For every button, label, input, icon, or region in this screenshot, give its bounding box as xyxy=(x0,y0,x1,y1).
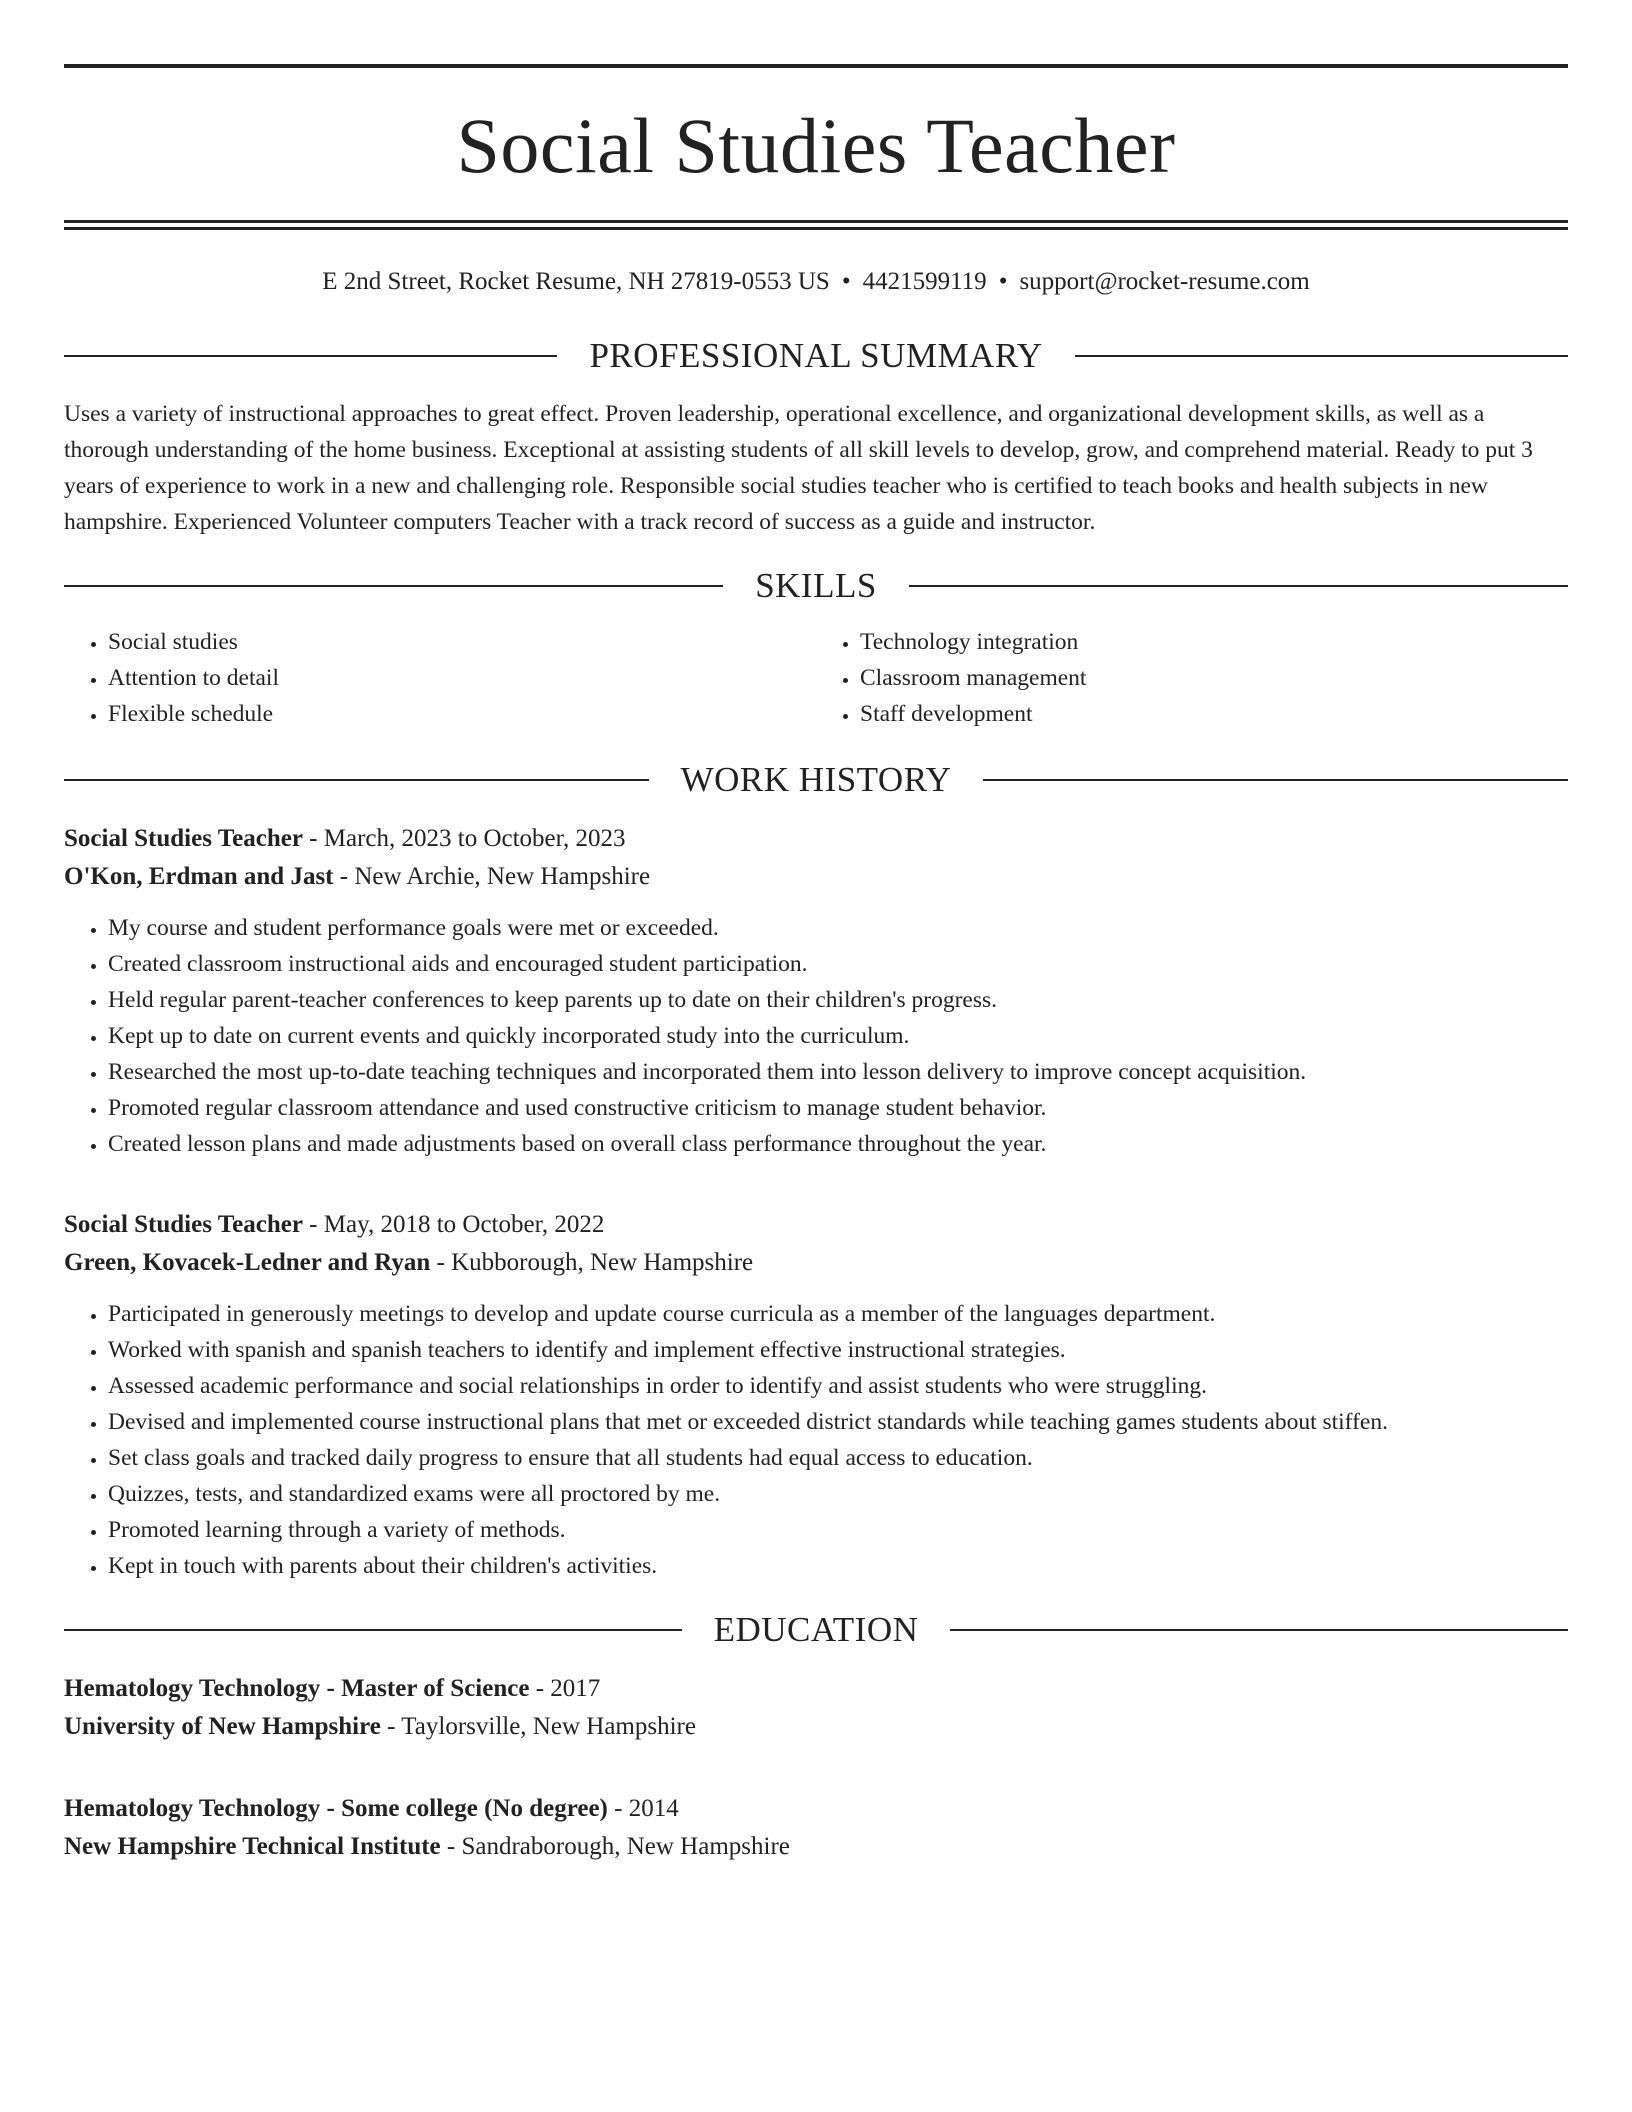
skill-item: • Technology integration xyxy=(860,624,1568,660)
contact-line xyxy=(64,266,1568,298)
job-company-line xyxy=(64,858,1568,896)
job-title-line xyxy=(64,1206,1568,1244)
work-heading xyxy=(64,758,1568,802)
heading-rule-right xyxy=(950,1629,1568,1631)
job-bullet: • Set class goals and tracked daily progress to ensure that all students had equal access to education. xyxy=(108,1440,1568,1476)
job-bullet: • Kept up to date on current events and quickly incorporated study into the curriculum. xyxy=(108,1018,1568,1054)
education-school-line xyxy=(64,1828,1568,1866)
skills-list xyxy=(64,624,1568,732)
job-location: - Kubborough, New Hampshire xyxy=(430,1249,754,1276)
education-entry xyxy=(64,1790,1568,1866)
skill-item: • Flexible schedule xyxy=(108,696,816,732)
heading-rule-right xyxy=(1075,355,1568,357)
heading-rule-left xyxy=(64,1629,682,1631)
education-school: University of New Hampshire xyxy=(64,1713,381,1740)
job-bullets xyxy=(64,1296,1568,1584)
contact-separator: • xyxy=(998,268,1008,295)
education-location: - Taylorsville, New Hampshire xyxy=(380,1713,696,1740)
education-entry xyxy=(64,1670,1568,1746)
education-title: EDUCATION xyxy=(713,1610,919,1649)
heading-rule-right xyxy=(909,585,1568,587)
job-dates: - May, 2018 to October, 2022 xyxy=(302,1211,605,1238)
heading-rule-right xyxy=(983,779,1568,781)
job-bullet: • Kept in touch with parents about their children's activities. xyxy=(108,1548,1568,1584)
education-degree: Hematology Technology - Master of Science xyxy=(64,1675,530,1702)
job-position: Social Studies Teacher xyxy=(64,825,303,852)
double-rule xyxy=(64,220,1568,230)
education-year: - 2017 xyxy=(529,1675,601,1702)
job-company: Green, Kovacek-Ledner and Ryan xyxy=(64,1249,431,1276)
job-bullet: • Assessed academic performance and social relationships in order to identify and assist students who were struggling. xyxy=(108,1368,1568,1404)
skills-column-left xyxy=(64,624,816,732)
skills-column-right xyxy=(816,624,1568,732)
education-location: - Sandraborough, New Hampshire xyxy=(440,1833,790,1860)
top-rule xyxy=(64,64,1568,68)
summary-title: PROFESSIONAL SUMMARY xyxy=(589,336,1043,375)
contact-email[interactable]: support@rocket-resume.com xyxy=(1019,268,1310,295)
job-entry xyxy=(64,1206,1568,1584)
heading-rule-left xyxy=(64,355,557,357)
job-entry xyxy=(64,820,1568,1162)
job-dates: - March, 2023 to October, 2023 xyxy=(302,825,626,852)
education-degree: Hematology Technology - Some college (No degree) xyxy=(64,1795,608,1822)
job-bullet: • Quizzes, tests, and standardized exams were all proctored by me. xyxy=(108,1476,1568,1512)
job-position: Social Studies Teacher xyxy=(64,1211,303,1238)
job-bullet: • Devised and implemented course instructional plans that met or exceeded district standards while teaching games students about stiffen. xyxy=(108,1404,1568,1440)
resume-title: Social Studies Teacher xyxy=(456,102,1176,189)
job-bullet: • Researched the most up-to-date teaching techniques and incorporated them into lesson delivery to improve concept acquisition. xyxy=(108,1054,1568,1090)
job-location: - New Archie, New Hampshire xyxy=(333,863,651,890)
education-degree-line xyxy=(64,1670,1568,1708)
contact-phone: 4421599119 xyxy=(862,268,987,295)
job-company: O'Kon, Erdman and Jast xyxy=(64,863,334,890)
heading-rule-left xyxy=(64,585,723,587)
skill-item: • Classroom management xyxy=(860,660,1568,696)
job-bullet: • My course and student performance goals were met or exceeded. xyxy=(108,910,1568,946)
job-bullet: • Created classroom instructional aids and encouraged student participation. xyxy=(108,946,1568,982)
job-bullets xyxy=(64,910,1568,1162)
job-bullet: • Created lesson plans and made adjustments based on overall class performance throughout the year. xyxy=(108,1126,1568,1162)
job-bullet: • Participated in generously meetings to develop and update course curricula as a member of the languages department. xyxy=(108,1296,1568,1332)
contact-address: E 2nd Street, Rocket Resume, NH 27819-0553 US xyxy=(322,268,830,295)
job-company-line xyxy=(64,1244,1568,1282)
job-title-line xyxy=(64,820,1568,858)
education-heading xyxy=(64,1608,1568,1652)
summary-heading xyxy=(64,334,1568,378)
heading-rule-left xyxy=(64,779,649,781)
skill-item: • Social studies xyxy=(108,624,816,660)
job-bullet: • Promoted regular classroom attendance and used constructive criticism to manage student behavior. xyxy=(108,1090,1568,1126)
education-school: New Hampshire Technical Institute xyxy=(64,1833,441,1860)
contact-separator: • xyxy=(841,268,851,295)
summary-text: Uses a variety of instructional approaches to great effect. Proven leadership, operational excellence, and organizational development skills, as well as a thorough understanding of the home business. Exceptional at assisting students of all skill levels to develop, grow, and comprehend material. Ready to put 3 years of experience to work in a new and challenging role. Responsible social studies teacher who is certified to teach books and health subjects in new hampshire. Experienced Volunteer computers Teacher with a track record of success as a guide and instructor. xyxy=(64,401,1533,535)
education-degree-line xyxy=(64,1790,1568,1828)
skill-item: • Staff development xyxy=(860,696,1568,732)
education-school-line xyxy=(64,1708,1568,1746)
education-year: - 2014 xyxy=(607,1795,679,1822)
job-bullet: • Promoted learning through a variety of methods. xyxy=(108,1512,1568,1548)
skill-item: • Attention to detail xyxy=(108,660,816,696)
work-title: WORK HISTORY xyxy=(680,760,952,799)
skills-title: SKILLS xyxy=(755,566,877,605)
skills-heading xyxy=(64,564,1568,608)
job-bullet: • Worked with spanish and spanish teachers to identify and implement effective instructional strategies. xyxy=(108,1332,1568,1368)
job-bullet: • Held regular parent-teacher conferences to keep parents up to date on their children's progress. xyxy=(108,982,1568,1018)
